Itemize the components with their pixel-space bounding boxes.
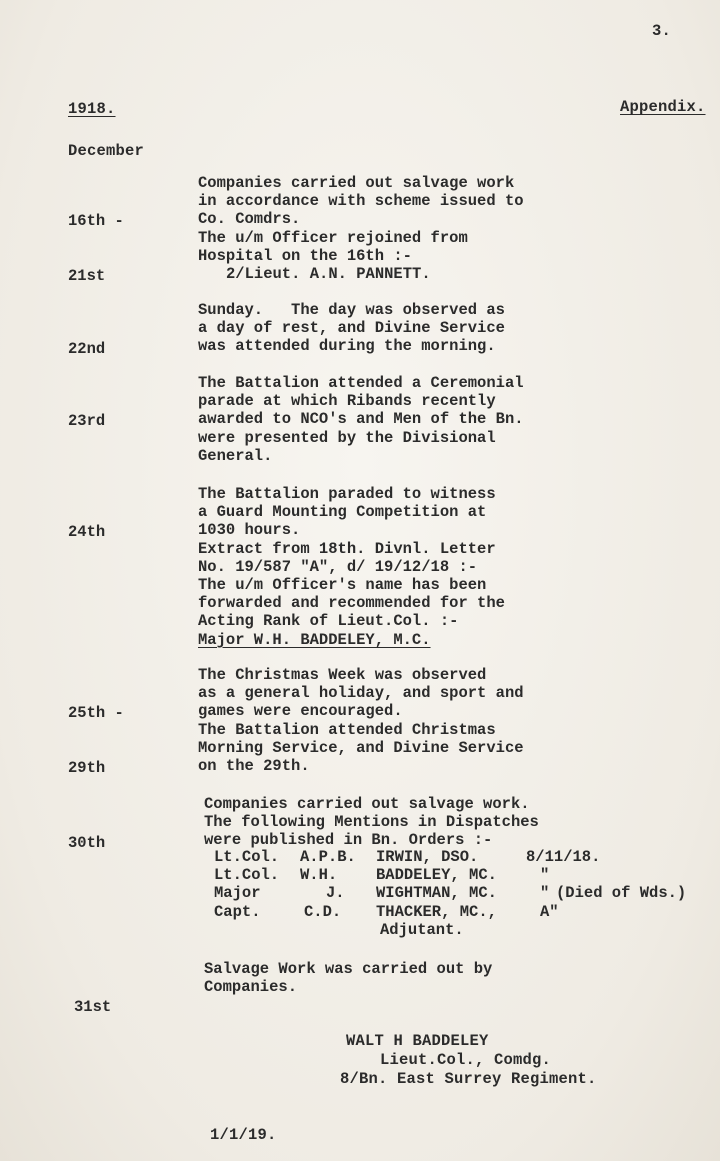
- entry-line: Acting Rank of Lieut.Col. :-: [198, 612, 459, 631]
- mention-row: Major J. WIGHTMAN, MC. " (Died of Wds.): [214, 884, 687, 903]
- entry-date: 25th - 29th: [68, 704, 124, 778]
- mention-row: Capt. C.D. THACKER, MC., A": [214, 902, 559, 921]
- entry-line: The u/m Officer rejoined from: [198, 228, 468, 247]
- entry-line: forwarded and recommended for the: [198, 594, 505, 613]
- entry-line: No. 19/587 "A", d/ 19/12/18 :-: [198, 557, 478, 576]
- entry-line: The Christmas Week was observed: [198, 666, 487, 684]
- entry-line: Hospital on the 16th :-: [198, 246, 412, 265]
- entry-line: The following Mentions in Dispatches: [204, 813, 539, 832]
- entry-date: 16th - 21st: [68, 212, 124, 286]
- entry-line: Companies carried out salvage work: [198, 174, 515, 192]
- entry-line: on the 29th.: [198, 757, 310, 776]
- entry-line: Major W.H. BADDELEY, M.C.: [198, 630, 431, 649]
- entry-date: 30th: [68, 834, 106, 853]
- entry-line: a day of rest, and Divine Service: [198, 319, 505, 338]
- appendix-heading: Appendix.: [620, 98, 706, 116]
- entry-text: [198, 374, 524, 465]
- entry-line: a Guard Mounting Competition at: [198, 503, 487, 522]
- entry-line: were presented by the Divisional: [198, 428, 496, 447]
- entry-text: [198, 174, 524, 283]
- entry-line: Companies carried out salvage work.: [204, 795, 530, 813]
- entry-line: 2/Lieut. A.N. PANNETT.: [226, 265, 431, 284]
- entry-line: The Battalion attended a Ceremonial: [198, 374, 524, 392]
- year-heading: 1918.: [68, 100, 116, 118]
- entry-line: was attended during the morning.: [198, 337, 496, 356]
- entry-date: 24th: [68, 523, 106, 542]
- entry-text: [198, 666, 524, 775]
- entry-line: games were encouraged.: [198, 702, 403, 721]
- entry-line: awarded to NCO's and Men of the Bn.: [198, 410, 524, 429]
- entry-line: were published in Bn. Orders :-: [204, 831, 493, 850]
- entry-line: Salvage Work was carried out by: [204, 960, 493, 978]
- entry-line: as a general holiday, and sport and: [198, 684, 524, 703]
- signature-name: WALT H BADDELEY: [346, 1032, 489, 1050]
- entry-date: 31st: [74, 998, 112, 1017]
- mentions-list: [214, 848, 687, 939]
- entry-line: Extract from 18th. Divnl. Letter: [198, 539, 496, 558]
- entry-line: The Battalion paraded to witness: [198, 485, 496, 503]
- entry-line: Sunday. The day was observed as: [198, 301, 505, 319]
- entry-line: 1030 hours.: [198, 521, 301, 540]
- entry-line: Co. Comdrs.: [198, 210, 301, 229]
- mention-row: Lt.Col. A.P.B. IRWIN, DSO. 8/11/18.: [214, 848, 601, 866]
- entry-line: in accordance with scheme issued to: [198, 192, 524, 211]
- entry-line: Morning Service, and Divine Service: [198, 738, 524, 757]
- signature-unit: 8/Bn. East Surrey Regiment.: [340, 1070, 597, 1088]
- entry-date: 22nd: [68, 340, 106, 359]
- entry-text: [198, 485, 505, 649]
- entry-line: parade at which Ribands recently: [198, 392, 496, 411]
- page-number: 3.: [652, 22, 672, 40]
- entry-line: The u/m Officer's name has been: [198, 576, 487, 595]
- mentions-footer: Adjutant.: [380, 920, 464, 939]
- entry-text: [204, 795, 539, 850]
- entry-date: 23rd: [68, 412, 106, 431]
- entry-line: The Battalion attended Christmas: [198, 720, 496, 739]
- entry-text: [198, 301, 505, 356]
- entry-text: [204, 960, 492, 996]
- entry-line: General.: [198, 446, 273, 465]
- entry-line: Companies.: [204, 978, 298, 997]
- signature-title: Lieut.Col., Comdg.: [380, 1051, 552, 1069]
- closing-date: 1/1/19.: [210, 1126, 277, 1144]
- month-heading: December: [68, 142, 145, 160]
- mention-row: Lt.Col. W.H. BADDELEY, MC. ": [214, 866, 550, 885]
